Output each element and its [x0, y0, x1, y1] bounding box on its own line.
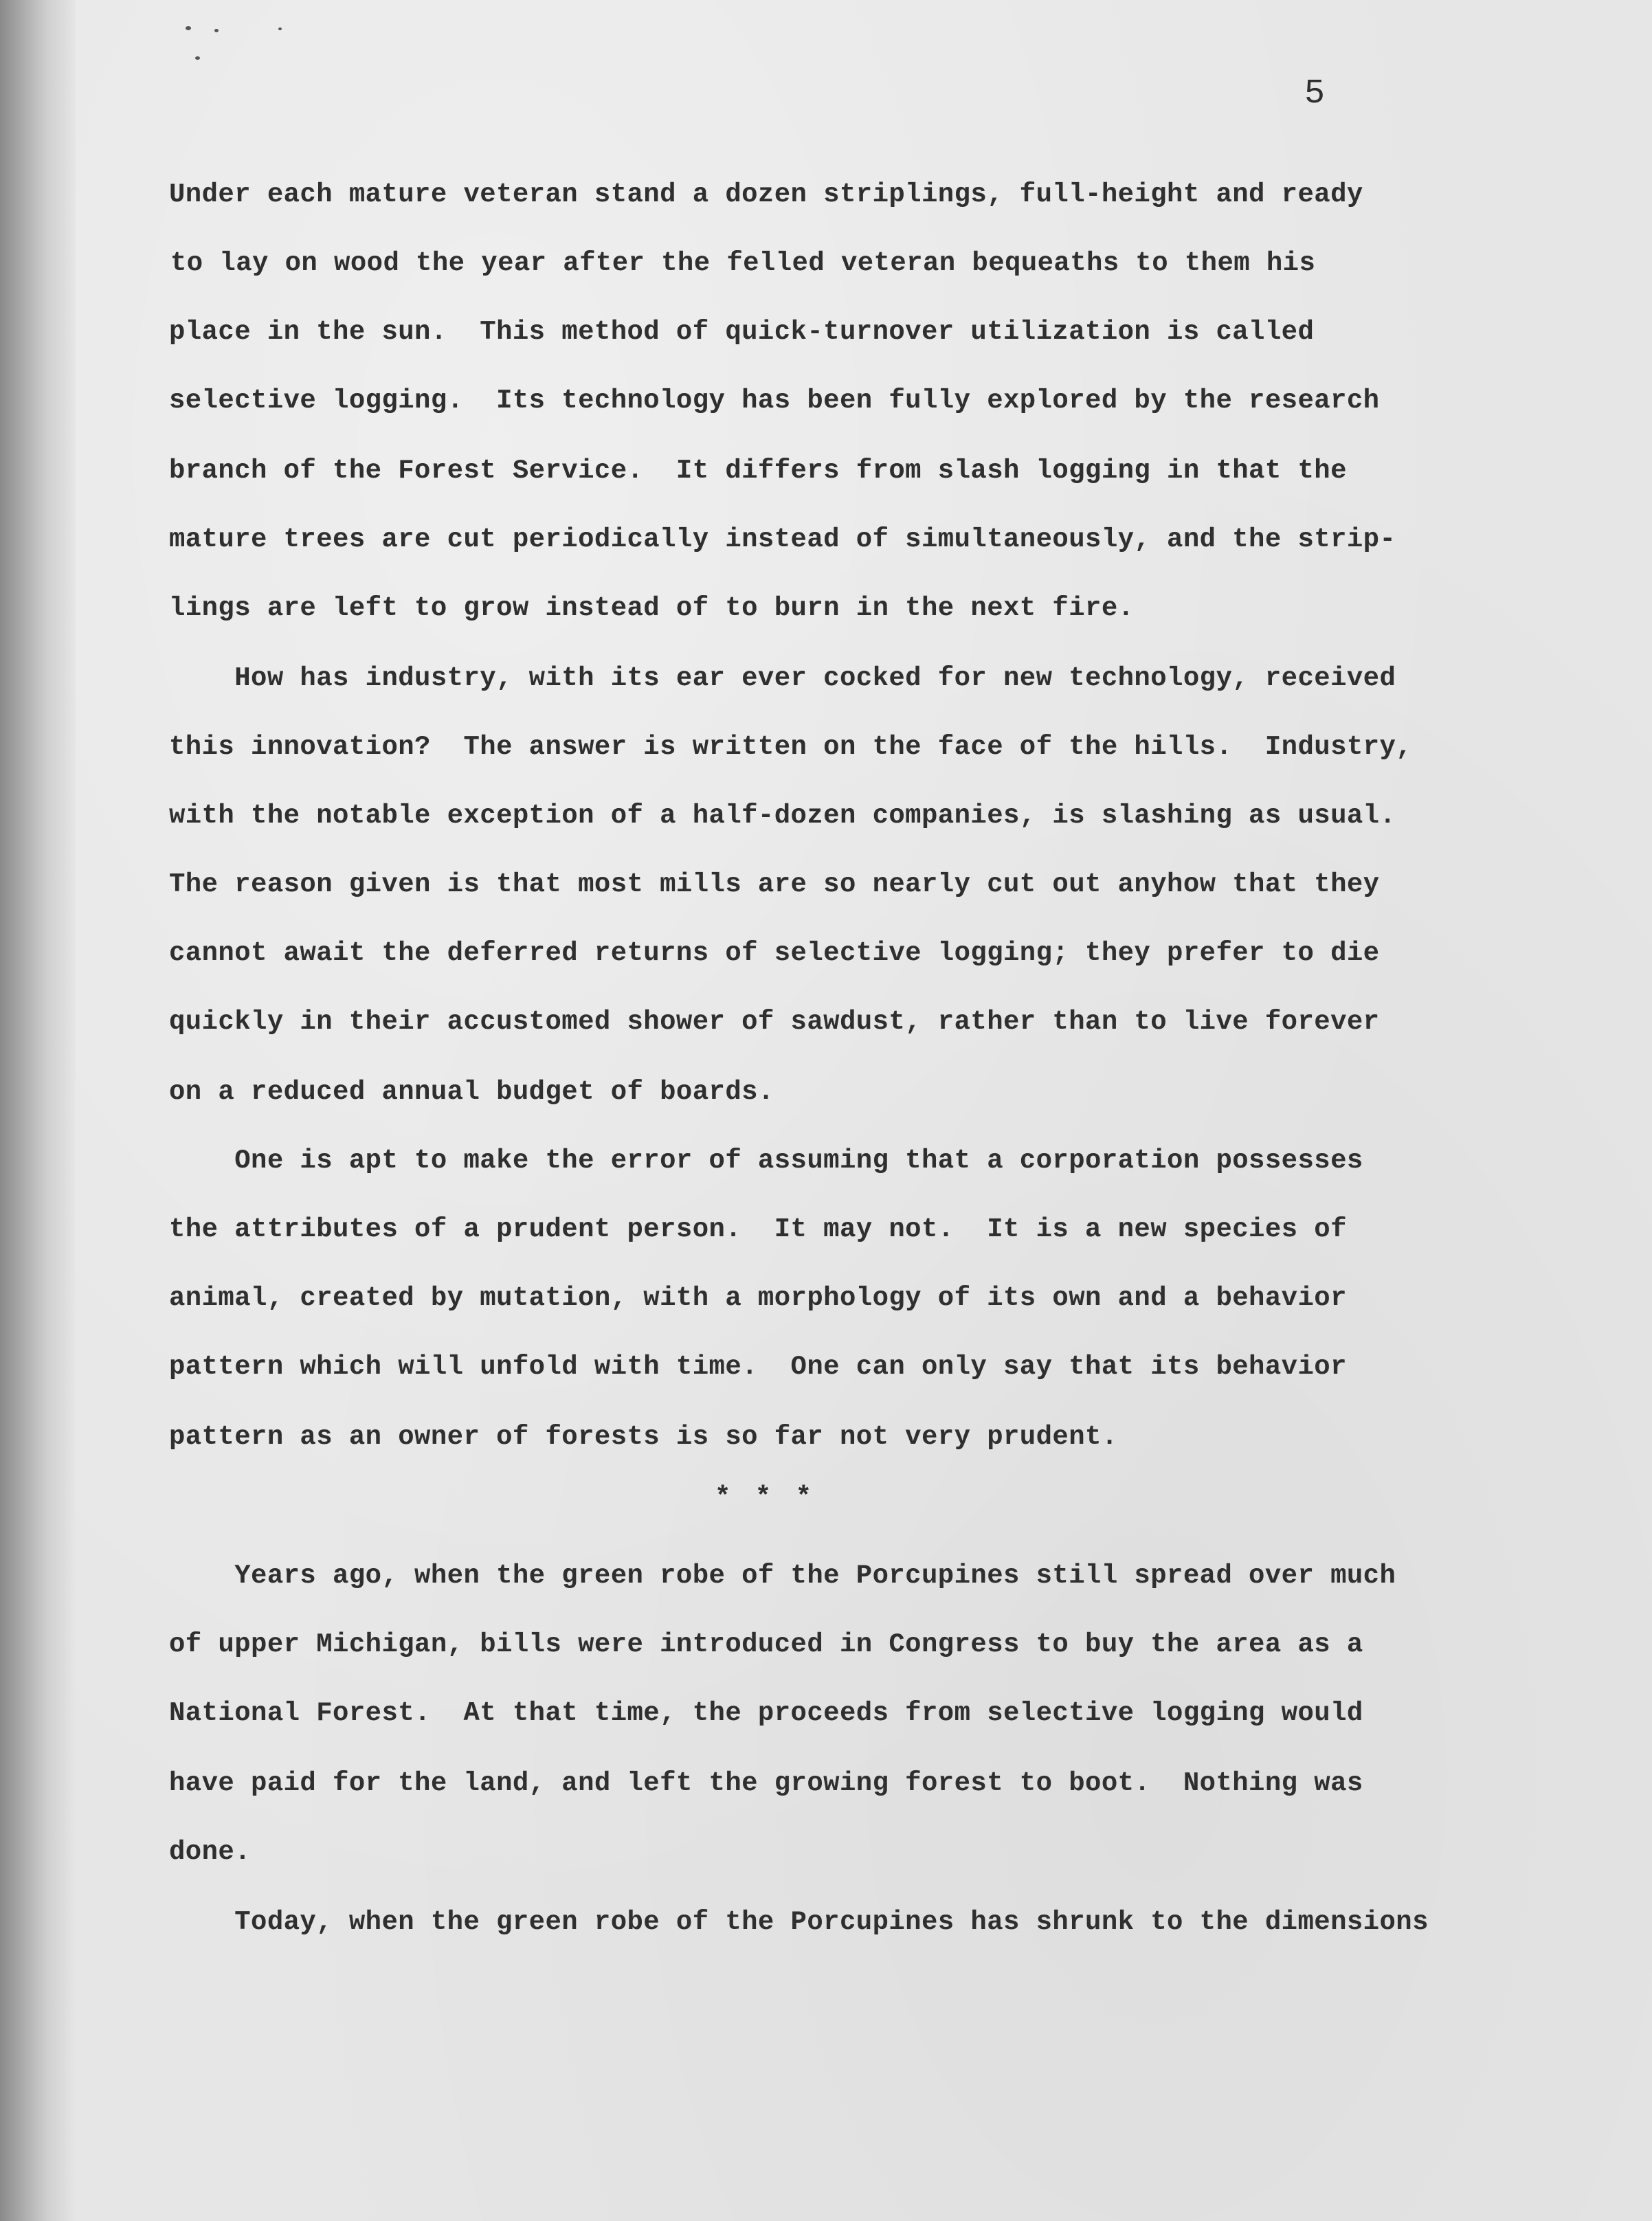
text-line: this innovation? The answer is written on the face of the hills. Industry, [169, 732, 1413, 762]
text-line: of upper Michigan, bills were introduced in Congress to buy the area as a [169, 1629, 1363, 1660]
text-line: place in the sun. This method of quick-turnover utilization is called [169, 317, 1315, 347]
text-line: One is apt to make the error of assuming that a corporation possesses [169, 1146, 1363, 1176]
text-line: the attributes of a prudent person. It may not. It is a new species of [169, 1214, 1347, 1245]
text-line: with the notable exception of a half-dozen companies, is slashing as usual. [169, 801, 1396, 831]
text-line: Years ago, when the green robe of the Porcupines still spread over much [169, 1561, 1396, 1591]
text-line: Under each mature veteran stand a dozen striplings, full-height and ready [169, 179, 1363, 210]
page-number: 5 [1304, 74, 1326, 113]
text-line: mature trees are cut periodically instead of simultaneously, and the strip- [169, 524, 1396, 555]
text-line: lings are left to grow instead of to burn in the next fire. [169, 593, 1135, 623]
text-line: National Forest. At that time, the proceeds from selective logging would [169, 1698, 1363, 1728]
text-line: on a reduced annual budget of boards. [169, 1077, 774, 1107]
scan-speck [278, 27, 282, 30]
text-line: pattern as an owner of forests is so far not very prudent. [169, 1422, 1118, 1452]
section-separator: * * * [715, 1482, 816, 1513]
page-binding-edge [0, 0, 76, 2221]
text-line: How has industry, with its ear ever cocked for new technology, received [169, 663, 1396, 693]
text-line: quickly in their accustomed shower of sawdust, rather than to live forever [169, 1007, 1380, 1037]
text-line: cannot await the deferred returns of selective logging; they prefer to die [169, 938, 1380, 968]
text-line: have paid for the land, and left the growing forest to boot. Nothing was [169, 1768, 1363, 1798]
scan-speck [186, 26, 191, 30]
text-line: animal, created by mutation, with a morphology of its own and a behavior [169, 1283, 1347, 1313]
text-line: done. [169, 1837, 252, 1867]
text-line: to lay on wood the year after the felled veteran bequeaths to them his [170, 248, 1316, 278]
text-line: pattern which will unfold with time. One can only say that its behavior [169, 1352, 1347, 1382]
text-line: Today, when the green robe of the Porcupines has shrunk to the dimensions [169, 1907, 1429, 1937]
text-line: selective logging. Its technology has been fully explored by the research [169, 386, 1380, 416]
scan-speck [195, 56, 200, 60]
text-line: The reason given is that most mills are so nearly cut out anyhow that they [169, 869, 1380, 900]
text-line: branch of the Forest Service. It differs from slash logging in that the [169, 456, 1347, 486]
scan-speck [214, 29, 219, 32]
